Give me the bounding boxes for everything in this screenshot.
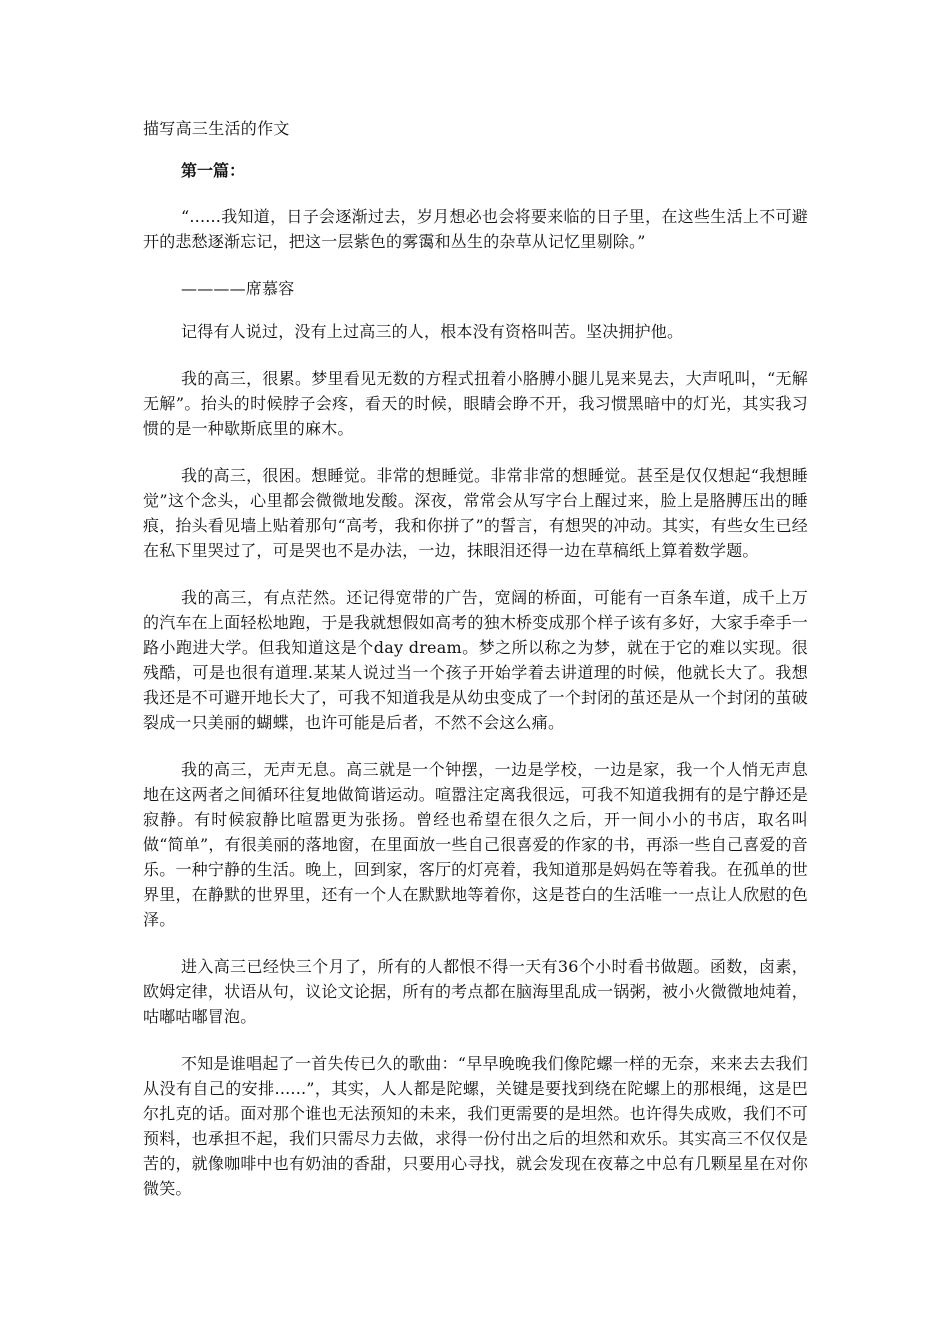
body-paragraph: 记得有人说过，没有上过高三的人，根本没有资格叫苦。坚决拥护他。 xyxy=(181,322,684,341)
body-paragraph: 不知是谁唱起了一首失传已久的歌曲：“早早晚晚我们像陀螺一样的无奈，来来去去我们从没有自己的安排......”，其实，人人都是陀螺，关键是要找到绕在陀螺上的那根绳，这是巴尔扎克的话。面对那个谁也无法预知的未来，我们更需要的是坦然。也许得失成败，我们不可预料，也承担不起，我们只需尽力去做，求得一份付出之后的坦然和欢乐。其实高三不仅仅是苦的，就像咖啡中也有奶油的香甜，只要用心寻找，就会发现在夜幕之中总有几颗星星在对你微笑。 xyxy=(143,1054,808,1198)
body-paragraph: 我的高三，有点茫然。还记得宽带的广告，宽阔的桥面，可能有一百条车道，成千上万的汽车在上面轻松地跑，于是我就想假如高考的独木桥变成那个样子该有多好，大家手牵手一路小跑进大学。但我知道这是个day dream。梦之所以称之为梦，就在于它的难以实现。很残酷，可是也很有道理.某某人说过当一个孩子开始学着去讲道理的时候，他就长大了。我想我还是不可避开地长大了，可我不知道我是从幼虫变成了一个封闭的茧还是从一个封闭的茧破裂成一只美丽的蝴蝶，也许可能是后者，不然不会这么痛。 xyxy=(143,588,808,732)
quote-attribution: ————席慕容 xyxy=(181,279,295,298)
body-paragraph: 我的高三，很累。梦里看见无数的方程式扭着小胳膊小腿儿晃来晃去，大声吼叫，“无解无解”。抬头的时候脖子会疼，看天的时候，眼睛会睁不开，我习惯黑暗中的灯光，其实我习惯的是一种歇斯底里的麻木。 xyxy=(143,369,808,438)
document-title: 描写高三生活的作文 xyxy=(143,119,290,138)
body-paragraph: 我的高三，很困。想睡觉。非常的想睡觉。非常非常的想睡觉。甚至是仅仅想起“我想睡觉”这个念头，心里都会微微地发酸。深夜，常常会从写字台上醒过来，脸上是胳膊压出的睡痕，抬头看见墙上贴着那句“高考，我和你拼了”的誓言，有想哭的冲动。其实，有些女生已经在私下里哭过了，可是哭也不是办法，一边，抹眼泪还得一边在草稿纸上算着数学题。 xyxy=(143,466,808,560)
section-heading: 第一篇： xyxy=(181,161,246,180)
quote-paragraph: “......我知道，日子会逐渐过去，岁月想必也会将要来临的日子里，在这些生活上不可避开的悲愁逐渐忘记，把这一层紫色的雾霭和丛生的杂草从记忆里剔除。” xyxy=(143,207,808,251)
document-page xyxy=(143,118,808,1223)
body-paragraph: 进入高三已经快三个月了，所有的人都恨不得一天有36个小时看书做题。函数，卤素，欧姆定律，状语从句，议论文论据，所有的考点都在脑海里乱成一锅粥，被小火微微地炖着，咕嘟咕嘟冒泡。 xyxy=(143,957,808,1026)
body-paragraph: 我的高三，无声无息。高三就是一个钟摆，一边是学校，一边是家，我一个人悄无声息地在这两者之间循环往复地做简谐运动。喧嚣注定离我很远，可我不知道我拥有的是宁静还是寂静。有时候寂静比喧嚣更为张扬。曾经也希望在很久之后，开一间小小的书店，取名叫做“简单”，有很美丽的落地窗，在里面放一些自己很喜爱的作家的书，再添一些自己喜爱的音乐。一种宁静的生活。晚上，回到家，客厅的灯亮着，我知道那是妈妈在等着我。在孤单的世界里，在静默的世界里，还有一个人在默默地等着你，这是苍白的生活唯一一点让人欣慰的色泽。 xyxy=(143,760,808,929)
